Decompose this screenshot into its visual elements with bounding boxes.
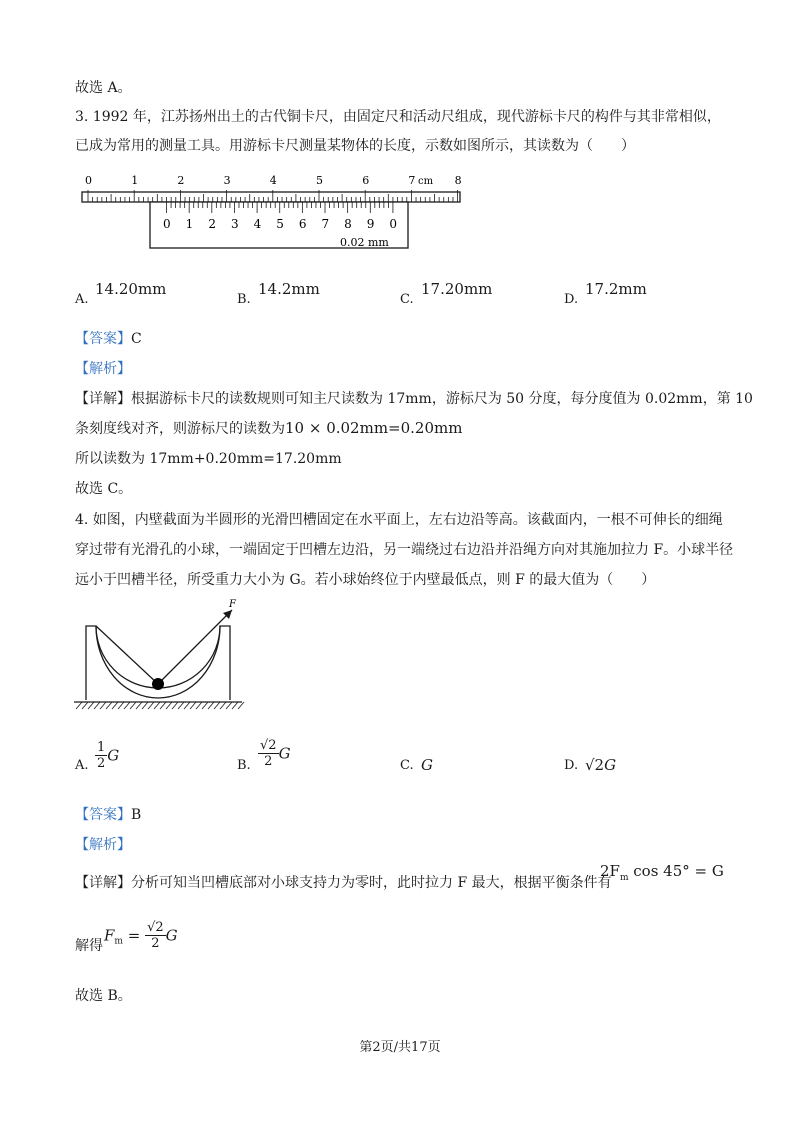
main-scale-label: 2 (177, 174, 185, 187)
hatch-line (112, 702, 118, 709)
q4-detail-line1 (75, 873, 612, 893)
q3-detail-text1: 根据游标卡尺的读数规则可知主尺读数为 17mm，游标尺为 50 分度，每分度值为 0.02mm，第 10 (131, 391, 753, 407)
q3-option-b-value: 14.2mm (258, 280, 320, 298)
q4-sol-var: F (104, 926, 115, 945)
q4-option-b-expr (258, 738, 291, 769)
main-scale-label: 1 (131, 174, 139, 187)
q4-option-a-symbol: G (107, 746, 120, 765)
small-ball (152, 678, 164, 690)
q3-option-c-letter: C. (400, 292, 414, 307)
q4-analysis-tag: 【解析】 (75, 837, 131, 853)
q4-option-d-expr (585, 756, 616, 774)
q4-detail-line2 (75, 936, 103, 956)
q4-option-a-den: 2 (97, 756, 106, 771)
q4-option-b-symbol: G (278, 744, 291, 763)
q3-stem-line1: 3. 1992 年，江苏扬州出土的古代铜卡尺，由固定尺和活动尺组成，现代游标卡尺的构件与其非常相似， (75, 109, 721, 125)
hatch-line (202, 702, 208, 709)
hatch-line (214, 702, 220, 709)
q3-option-b-letter: B. (237, 292, 251, 307)
main-scale-labels (85, 174, 462, 187)
hatch-line (82, 702, 88, 709)
q3-conclusion: 故选 C。 (75, 481, 133, 497)
q3-detail-line2 (75, 418, 462, 439)
main-scale-unit: cm (418, 176, 434, 187)
q4-sol-symbol: G (165, 926, 178, 945)
hatch-line (220, 702, 226, 709)
q4-equilibrium-equation (600, 862, 724, 883)
vernier-scale-label: 7 (321, 217, 330, 231)
vernier-scale-label: 4 (253, 217, 262, 231)
hatch-line (160, 702, 166, 709)
rope-left (96, 626, 158, 684)
q3-option-c-value: 17.20mm (421, 280, 493, 298)
q4-sol-fraction (145, 920, 166, 951)
q4-option-c-letter: C. (400, 758, 414, 773)
q3-answer-value: C (131, 331, 142, 347)
q4-option-c-symbol: G (421, 756, 433, 774)
hatch-line (232, 702, 238, 709)
q4-option-b-letter: B. (237, 758, 251, 773)
q3-detail-line1 (75, 389, 753, 409)
q4-sol-sub: m (114, 936, 123, 947)
main-scale-label: 8 (454, 174, 462, 187)
ground-hatching (76, 702, 244, 709)
hatch-line (118, 702, 124, 709)
vernier-caliper-figure (78, 170, 468, 254)
vernier-scale-label: 6 (298, 217, 307, 231)
q3-answer (75, 329, 142, 349)
q4-eq-rest: cos 45° = G (628, 862, 724, 880)
q4-stem-line2: 穿过带有光滑孔的小球，一端固定于凹槽左边沿，另一端绕过右边沿并沿绳方向对其施加拉力 F。小球半径 (75, 542, 734, 558)
q4-option-d-letter: D. (564, 758, 579, 773)
q4-option-a-num: 1 (97, 740, 106, 755)
vernier-scale-label: 0 (389, 217, 398, 231)
vernier-scale-label: 8 (344, 217, 352, 231)
q4-stem-line1: 4. 如图，内壁截面为半圆形的光滑凹槽固定在水平面上，左右边沿等高。该截面内，一根不可伸长的细绳 (75, 512, 723, 528)
q4-sol-num: √2 (147, 920, 164, 935)
q4-option-b-num: √2 (260, 738, 277, 753)
main-scale-label: 5 (316, 174, 323, 187)
vernier-scale-label: 5 (276, 217, 284, 231)
main-scale-label: 6 (362, 174, 370, 187)
q4-conclusion: 故选 B。 (75, 988, 132, 1004)
hatch-line (166, 702, 172, 709)
q3-stem-line2: 已成为常用的测量工具。用游标卡尺测量某物体的长度，示数如图所示，其读数为（ ） (75, 138, 635, 154)
main-scale-label: 0 (85, 174, 92, 187)
q4-solve-label: 解得 (75, 938, 103, 954)
hatch-line (94, 702, 100, 709)
q4-option-a-fraction (95, 740, 107, 771)
q3-option-a-letter: A. (75, 292, 89, 307)
q2-conclusion: 故选 A。 (75, 80, 132, 96)
hatch-line (190, 702, 196, 709)
q4-eq-2f: 2F (600, 862, 620, 880)
hatch-line (238, 702, 244, 709)
q3-detail-text2: 条刻度线对齐，则游标尺的读数为 (75, 421, 285, 437)
q4-eq-sub: m (619, 873, 629, 883)
vernier-scale-label: 3 (230, 217, 239, 231)
groove-figure (72, 596, 247, 712)
q4-answer-tag: 【答案】 (75, 807, 131, 823)
q3-option-a-value: 14.20mm (95, 280, 167, 298)
q3-detail-line3: 所以读数为 17mm+0.20mm=17.20mm (75, 451, 342, 467)
hatch-line (208, 702, 214, 709)
vernier-scale-label: 1 (185, 217, 194, 231)
hatch-line (88, 702, 94, 709)
main-scale-label: 7 (408, 174, 416, 187)
q4-option-b-fraction (258, 738, 279, 769)
hatch-line (136, 702, 142, 709)
q4-answer (75, 805, 141, 825)
q4-sol-den: 2 (151, 936, 160, 951)
hatch-line (172, 702, 178, 709)
q3-analysis-tag: 【解析】 (75, 361, 131, 377)
page-footer: 第2页/共17页 (359, 1040, 441, 1055)
vernier-precision-label: 0.02 mm (340, 236, 389, 249)
hatch-line (142, 702, 148, 709)
vernier-scale-label: 2 (208, 217, 216, 231)
hatch-line (100, 702, 106, 709)
q4-option-a-letter: A. (75, 758, 89, 773)
q4-sol-eq: = (122, 926, 146, 945)
q3-option-d-letter: D. (564, 292, 579, 307)
q4-detail-tag: 【详解】 (75, 875, 131, 891)
q3-answer-tag: 【答案】 (75, 331, 131, 347)
hatch-line (184, 702, 190, 709)
q4-solution-expr (104, 920, 178, 951)
rope-right (158, 610, 232, 684)
q4-option-b-den: 2 (264, 754, 273, 769)
main-scale-label: 4 (269, 174, 277, 187)
q3-detail-math: 10 × 0.02mm=0.20mm (285, 419, 463, 437)
vernier-scale-label: 0 (163, 217, 171, 231)
hatch-line (130, 702, 136, 709)
hatch-line (154, 702, 160, 709)
q4-answer-value: B (131, 807, 142, 823)
hatch-line (196, 702, 202, 709)
hatch-line (106, 702, 112, 709)
q4-option-d-symbol: G (604, 756, 617, 774)
q4-option-a-expr (95, 740, 119, 771)
hatch-line (76, 702, 82, 709)
hatch-line (178, 702, 184, 709)
q3-detail-tag: 【详解】 (75, 391, 131, 407)
q4-detail-text1: 分析可知当凹槽底部对小球支持力为零时，此时拉力 F 最大，根据平衡条件有 (131, 875, 612, 891)
hatch-line (124, 702, 130, 709)
q4-option-d-root: √2 (585, 756, 605, 774)
q4-stem-line3: 远小于凹槽半径，所受重力大小为 G。若小球始终位于内壁最低点，则 F 的最大值为（ ） (75, 572, 656, 588)
main-scale-label: 3 (223, 174, 231, 187)
hatch-line (148, 702, 154, 709)
force-label: F (229, 599, 236, 610)
vernier-scale-label: 9 (366, 217, 375, 231)
q3-option-d-value: 17.2mm (585, 280, 647, 298)
hatch-line (226, 702, 232, 709)
